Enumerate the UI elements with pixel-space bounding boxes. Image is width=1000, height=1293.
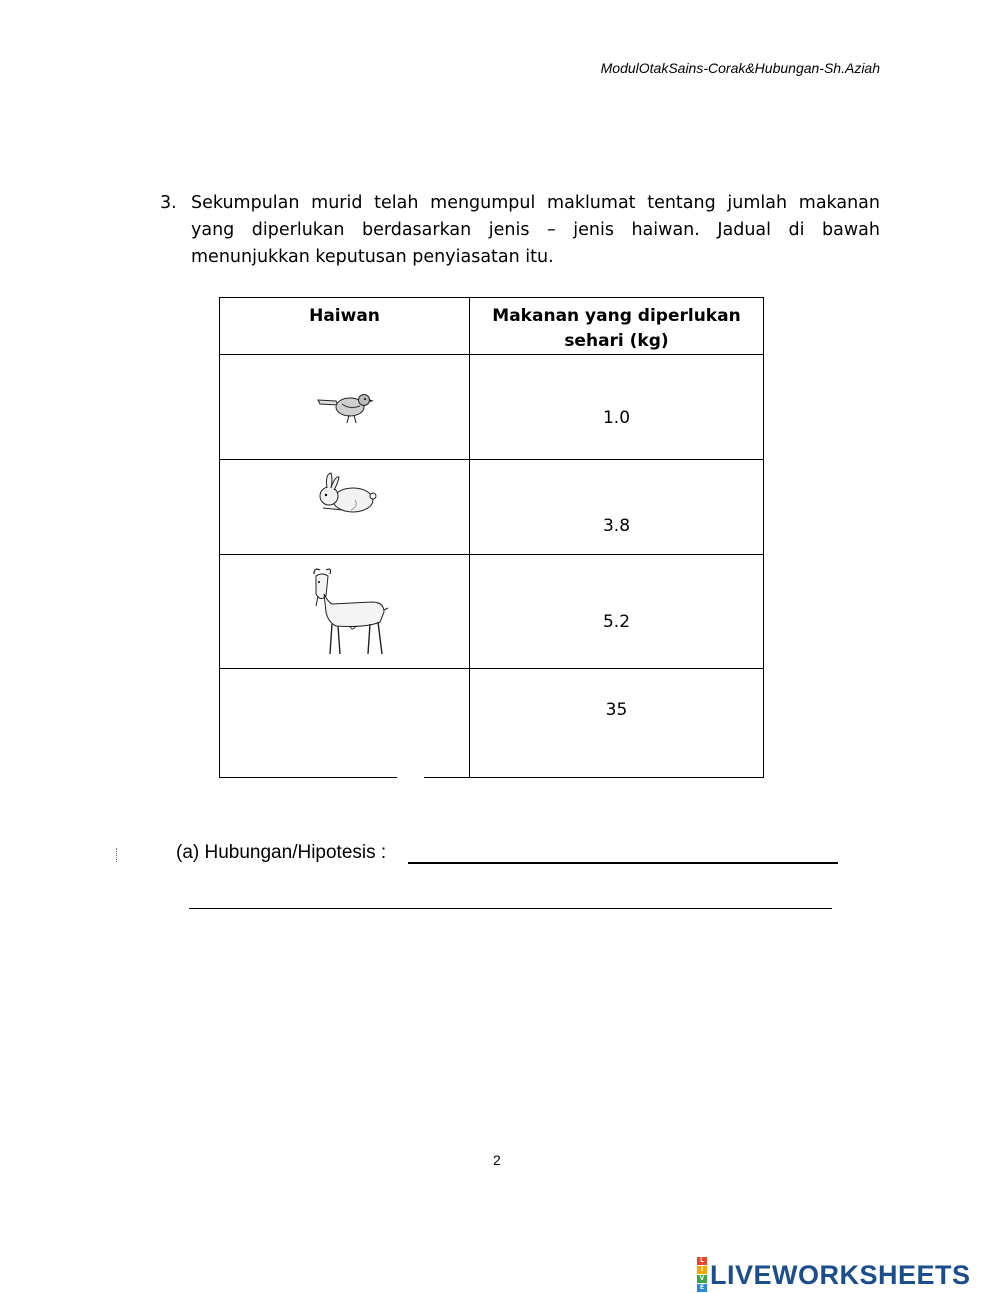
answer-line-2[interactable] <box>189 908 832 909</box>
animal-cell <box>220 460 470 555</box>
food-value: 35 <box>605 700 628 720</box>
goat-icon <box>306 568 390 658</box>
animal-food-table <box>219 297 764 778</box>
food-value: 1.0 <box>602 408 631 428</box>
animal-cell <box>220 355 470 460</box>
food-value-cell <box>470 555 764 669</box>
liveworksheets-logo[interactable] <box>697 1257 971 1293</box>
question-3 <box>160 190 880 271</box>
food-value: 3.8 <box>602 516 631 536</box>
document-header: ModulOtakSains-Corak&Hubungan-Sh.Aziah <box>600 60 880 76</box>
header-food: Makanan yang diperlukan sehari (kg) <box>470 298 764 355</box>
food-value-cell <box>470 355 764 460</box>
question-text: Sekumpulan murid telah mengumpul maklumat tentang jumlah makanan yang diperlukan berdasarkan jenis – jenis haiwan. Jadual di bawah menunjukkan keputusan penyiasatan itu. <box>191 193 880 267</box>
table-border-gap <box>397 772 424 778</box>
answer-line-1[interactable] <box>408 862 838 864</box>
table-row <box>220 460 764 555</box>
logo-cubes-icon: L I V E <box>697 1257 707 1293</box>
brand-text: LIVEWORKSHEETS <box>710 1259 971 1290</box>
table-row <box>220 355 764 460</box>
part-a-label: (a) Hubungan/Hipotesis : <box>176 842 387 863</box>
margin-marker <box>116 848 120 862</box>
food-value-cell <box>470 460 764 555</box>
question-number: 3. <box>160 193 177 213</box>
animal-answer-cell[interactable] <box>220 669 470 778</box>
food-value-cell <box>470 669 764 778</box>
bird-icon <box>316 392 376 426</box>
page-number: 2 <box>493 1152 501 1168</box>
header-animal: Haiwan <box>220 298 470 355</box>
animal-cell <box>220 555 470 669</box>
rabbit-icon <box>315 470 379 516</box>
table-header-row <box>220 298 764 355</box>
food-value: 5.2 <box>602 612 631 632</box>
table-row <box>220 669 764 778</box>
table-row <box>220 555 764 669</box>
